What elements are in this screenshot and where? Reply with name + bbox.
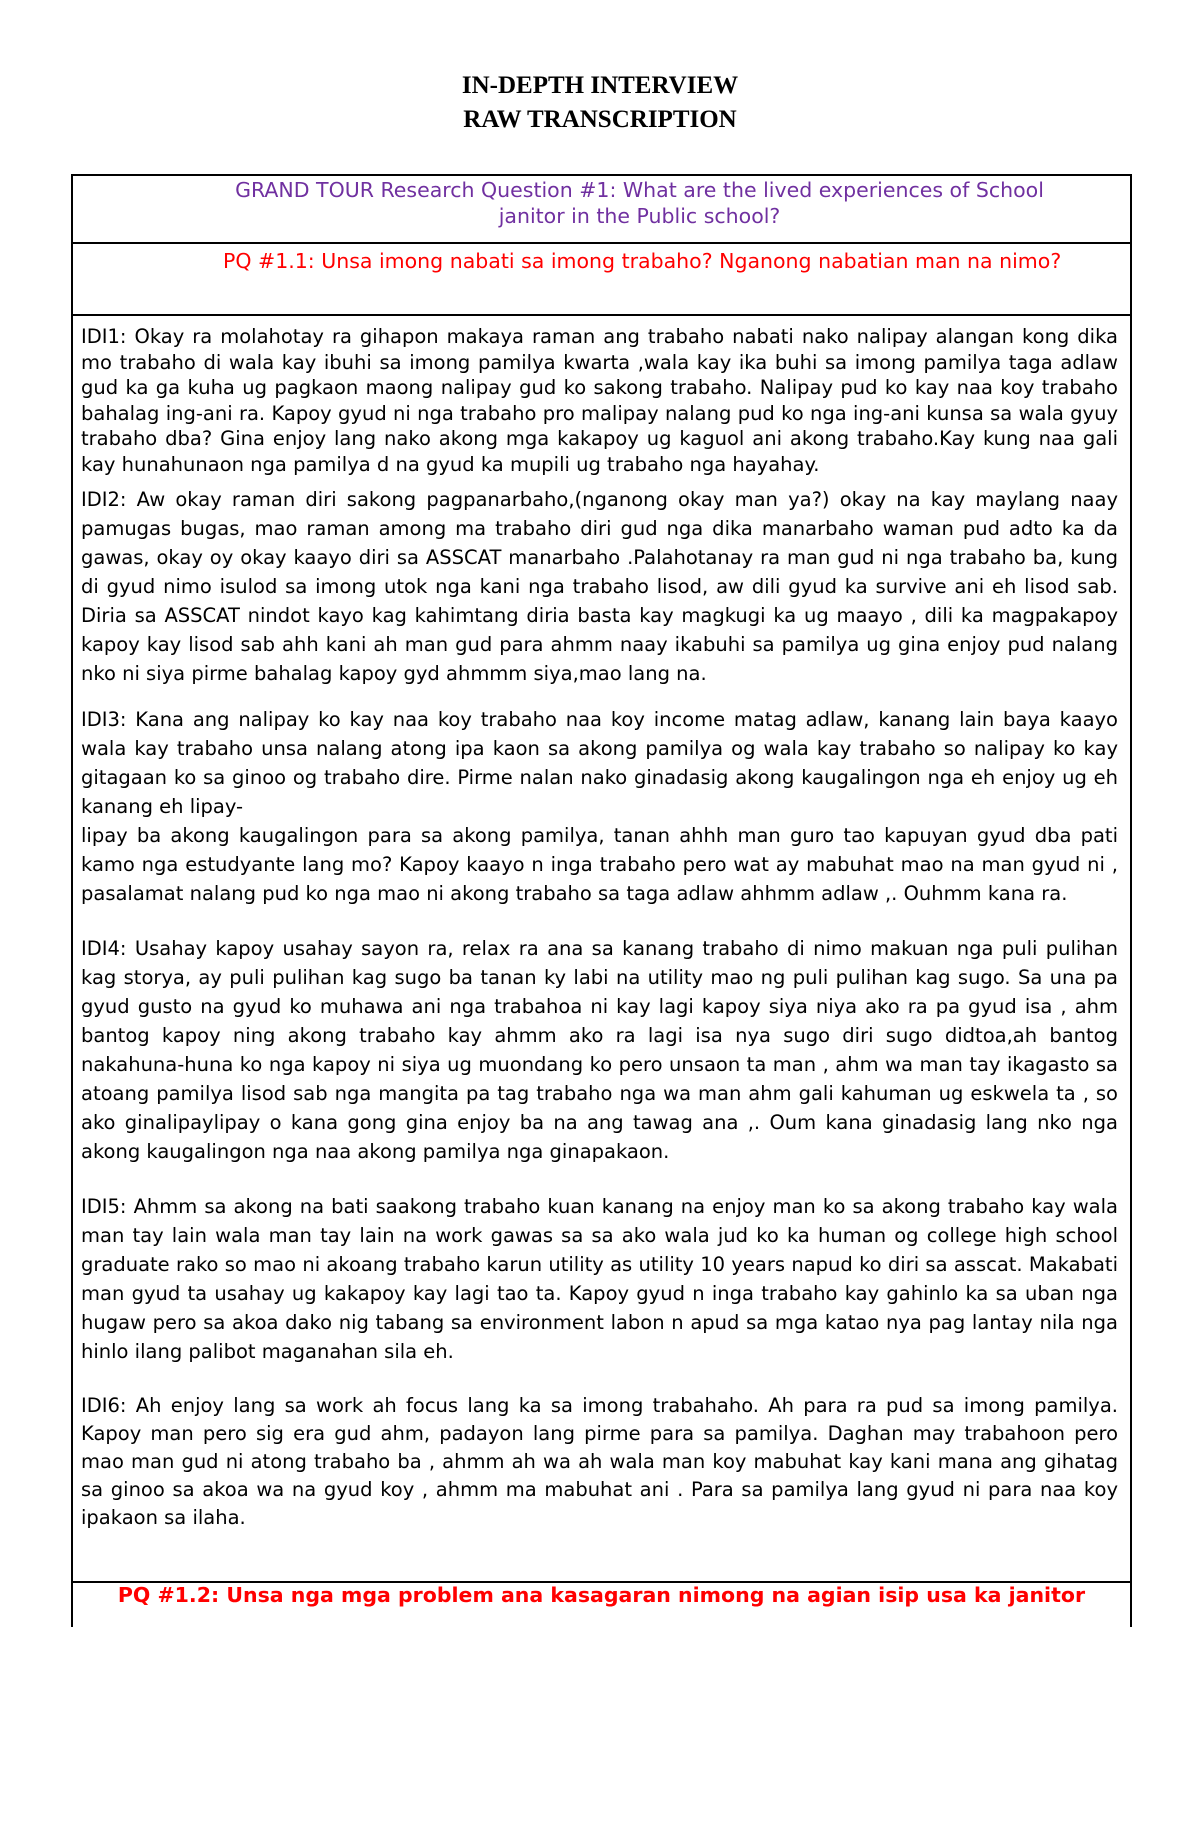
probing-question-1-2: PQ #1.2: Unsa nga mga problem ana kasagaran nimong na agian isip usa ka janitor [71,1581,1132,1627]
interview-answers [73,316,1130,1583]
grand-tour-line-1: GRAND TOUR Research Question #1: What are the lived experiences of School [235,178,1044,202]
probing-question-1-1: PQ #1.1: Unsa imong nabati sa imong trabaho? Nganong nabatian man na nimo? [73,244,1130,316]
answer-idi1: IDI1: Okay ra molahotay ra gihapon makaya raman ang trabaho nabati nako nalipay alangan kong dika mo trabaho di wala kay ibuhi sa imong pamilya kwarta ,wala kay ika buhi sa imong pamilya taga adlaw gud ka ga kuha ug pagkaon maong nalipay gud ko sakong trabaho. Nalipay pud ko kay naa koy trabaho bahalag ing-ani ra. Kapoy gyud ni nga trabaho pro malipay nalang pud ko nga ing-ani kunsa sa wala gyuy trabaho dba? Gina enjoy lang nako akong mga kakapoy ug kaguol ani akong trabaho.Kay kung naa gali kay hunahunaon nga pamilya d na gyud ka mupili ug trabaho nga hayahay. [81,325,1118,476]
transcript-table [71,174,1132,1583]
answer-idi3-part1: IDI3: Kana ang nalipay ko kay naa koy trabaho naa koy income matag adlaw, kanang lain baya kaayo wala kay trabaho unsa nalang atong ipa kaon sa akong pamilya og wala kay trabaho so nalipay ko kay gitagaan ko sa ginoo og trabaho dire. Pirme nalan nako ginadasig akong kaugalingon nga eh enjoy ug eh kanang eh lipay- [81,708,1118,818]
document-subtitle: RAW TRANSCRIPTION [463,106,737,133]
answer-idi3-part2: lipay ba akong kaugalingon para sa akong pamilya, tanan ahhh man guro tao kapuyan gyud dba pati kamo nga estudyante lang mo? Kapoy kaayo n inga trabaho pero wat ay mabuhat mao na man gyud ni , pasalamat nalang pud ko nga mao ni akong trabaho sa taga adlaw ahhmm adlaw ,. Ouhmm kana ra. [81,824,1118,905]
answer-idi4: IDI4: Usahay kapoy usahay sayon ra, relax ra ana sa kanang trabaho di nimo makuan nga puli pulihan kag storya, ay puli pulihan kag sugo ba tanan ky labi na utility mao ng puli pulihan kag sugo. Sa una pa gyud gusto na gyud ko muhawa ani nga trabahoa ni kay lagi kapoy siya niya ako ra pa gyud isa , ahm bantog kapoy ning akong trabaho kay ahmm ako ra lagi isa nya sugo diri sugo didtoa,ah bantog nakahuna-huna ko nga kapoy ni siya ug muondang ko pero unsaon ta man , ahm wa man tay ikagasto sa atoang pamilya lisod sab nga mangita pa tag trabaho nga wa man ahm gali kahuman ug eskwela ta , so ako ginalipaylipay o kana gong gina enjoy ba na ang tawag ana ,. Oum kana ginadasig lang nko nga akong kaugalingon nga naa akong pamilya nga ginapakaon. [81,937,1118,1163]
answer-idi6: IDI6: Ah enjoy lang sa work ah focus lang ka sa imong trabahaho. Ah para ra pud sa imong pamilya. Kapoy man pero sig era gud ahm, padayon lang pirme para sa pamilya. Daghan may trabahoon pero mao man gud ni atong trabaho ba , ahmm ah wa ah wala man koy mabuhat kay kani mana ang gihatag sa ginoo sa akoa wa na gyud koy , ahmm ma mabuhat ani . Para sa pamilya lang gyud ni para naa koy ipakaon sa ilaha. [81,1394,1118,1529]
answer-idi2: IDI2: Aw okay raman diri sakong pagpanarbaho,(nganong okay man ya?) okay na kay maylang naay pamugas bugas, mao raman among ma trabaho diri gud nga dika manarbaho waman pud adto ka da gawas, okay oy okay kaayo diri sa ASSCAT manarbaho .Palahotanay ra man gud ni nga trabaho ba, kung di gyud nimo isulod sa imong utok nga kani nga trabaho lisod, aw dili gyud ka survive ani eh lisod sab. Diria sa ASSCAT nindot kayo kag kahimtang diria basta kay magkugi ka ug maayo , dili ka magpakapoy kapoy kay lisod sab ahh kani ah man gud para ahmm naay ikabuhi sa pamilya ug gina enjoy pud nalang nko ni siya pirme bahalag kapoy gyd ahmmm siya,mao lang na. [81,488,1118,685]
document-title: IN-DEPTH INTERVIEW [461,72,739,99]
grand-tour-question [73,176,1130,244]
answer-idi5: IDI5: Ahmm sa akong na bati saakong trabaho kuan kanang na enjoy man ko sa akong trabaho kay wala man tay lain wala man tay lain na work gawas sa sa ako wala jud ko ka human og college high school graduate rako so mao ni akoang trabaho karun utility as utility 10 years napud ko diri sa asscat. Makabati man gyud ta usahay ug kakapoy kay lagi tao ta. Kapoy gyud n inga trabaho kay gahinlo ka sa uban nga hugaw pero sa akoa dako nig tabang sa environment labon n apud sa mga katao nya pag lantay nila nga hinlo ilang palibot maganahan sila eh. [81,1195,1118,1363]
grand-tour-line-2: janitor in the Public school? [498,204,781,228]
answer-idi3 [81,705,1118,908]
